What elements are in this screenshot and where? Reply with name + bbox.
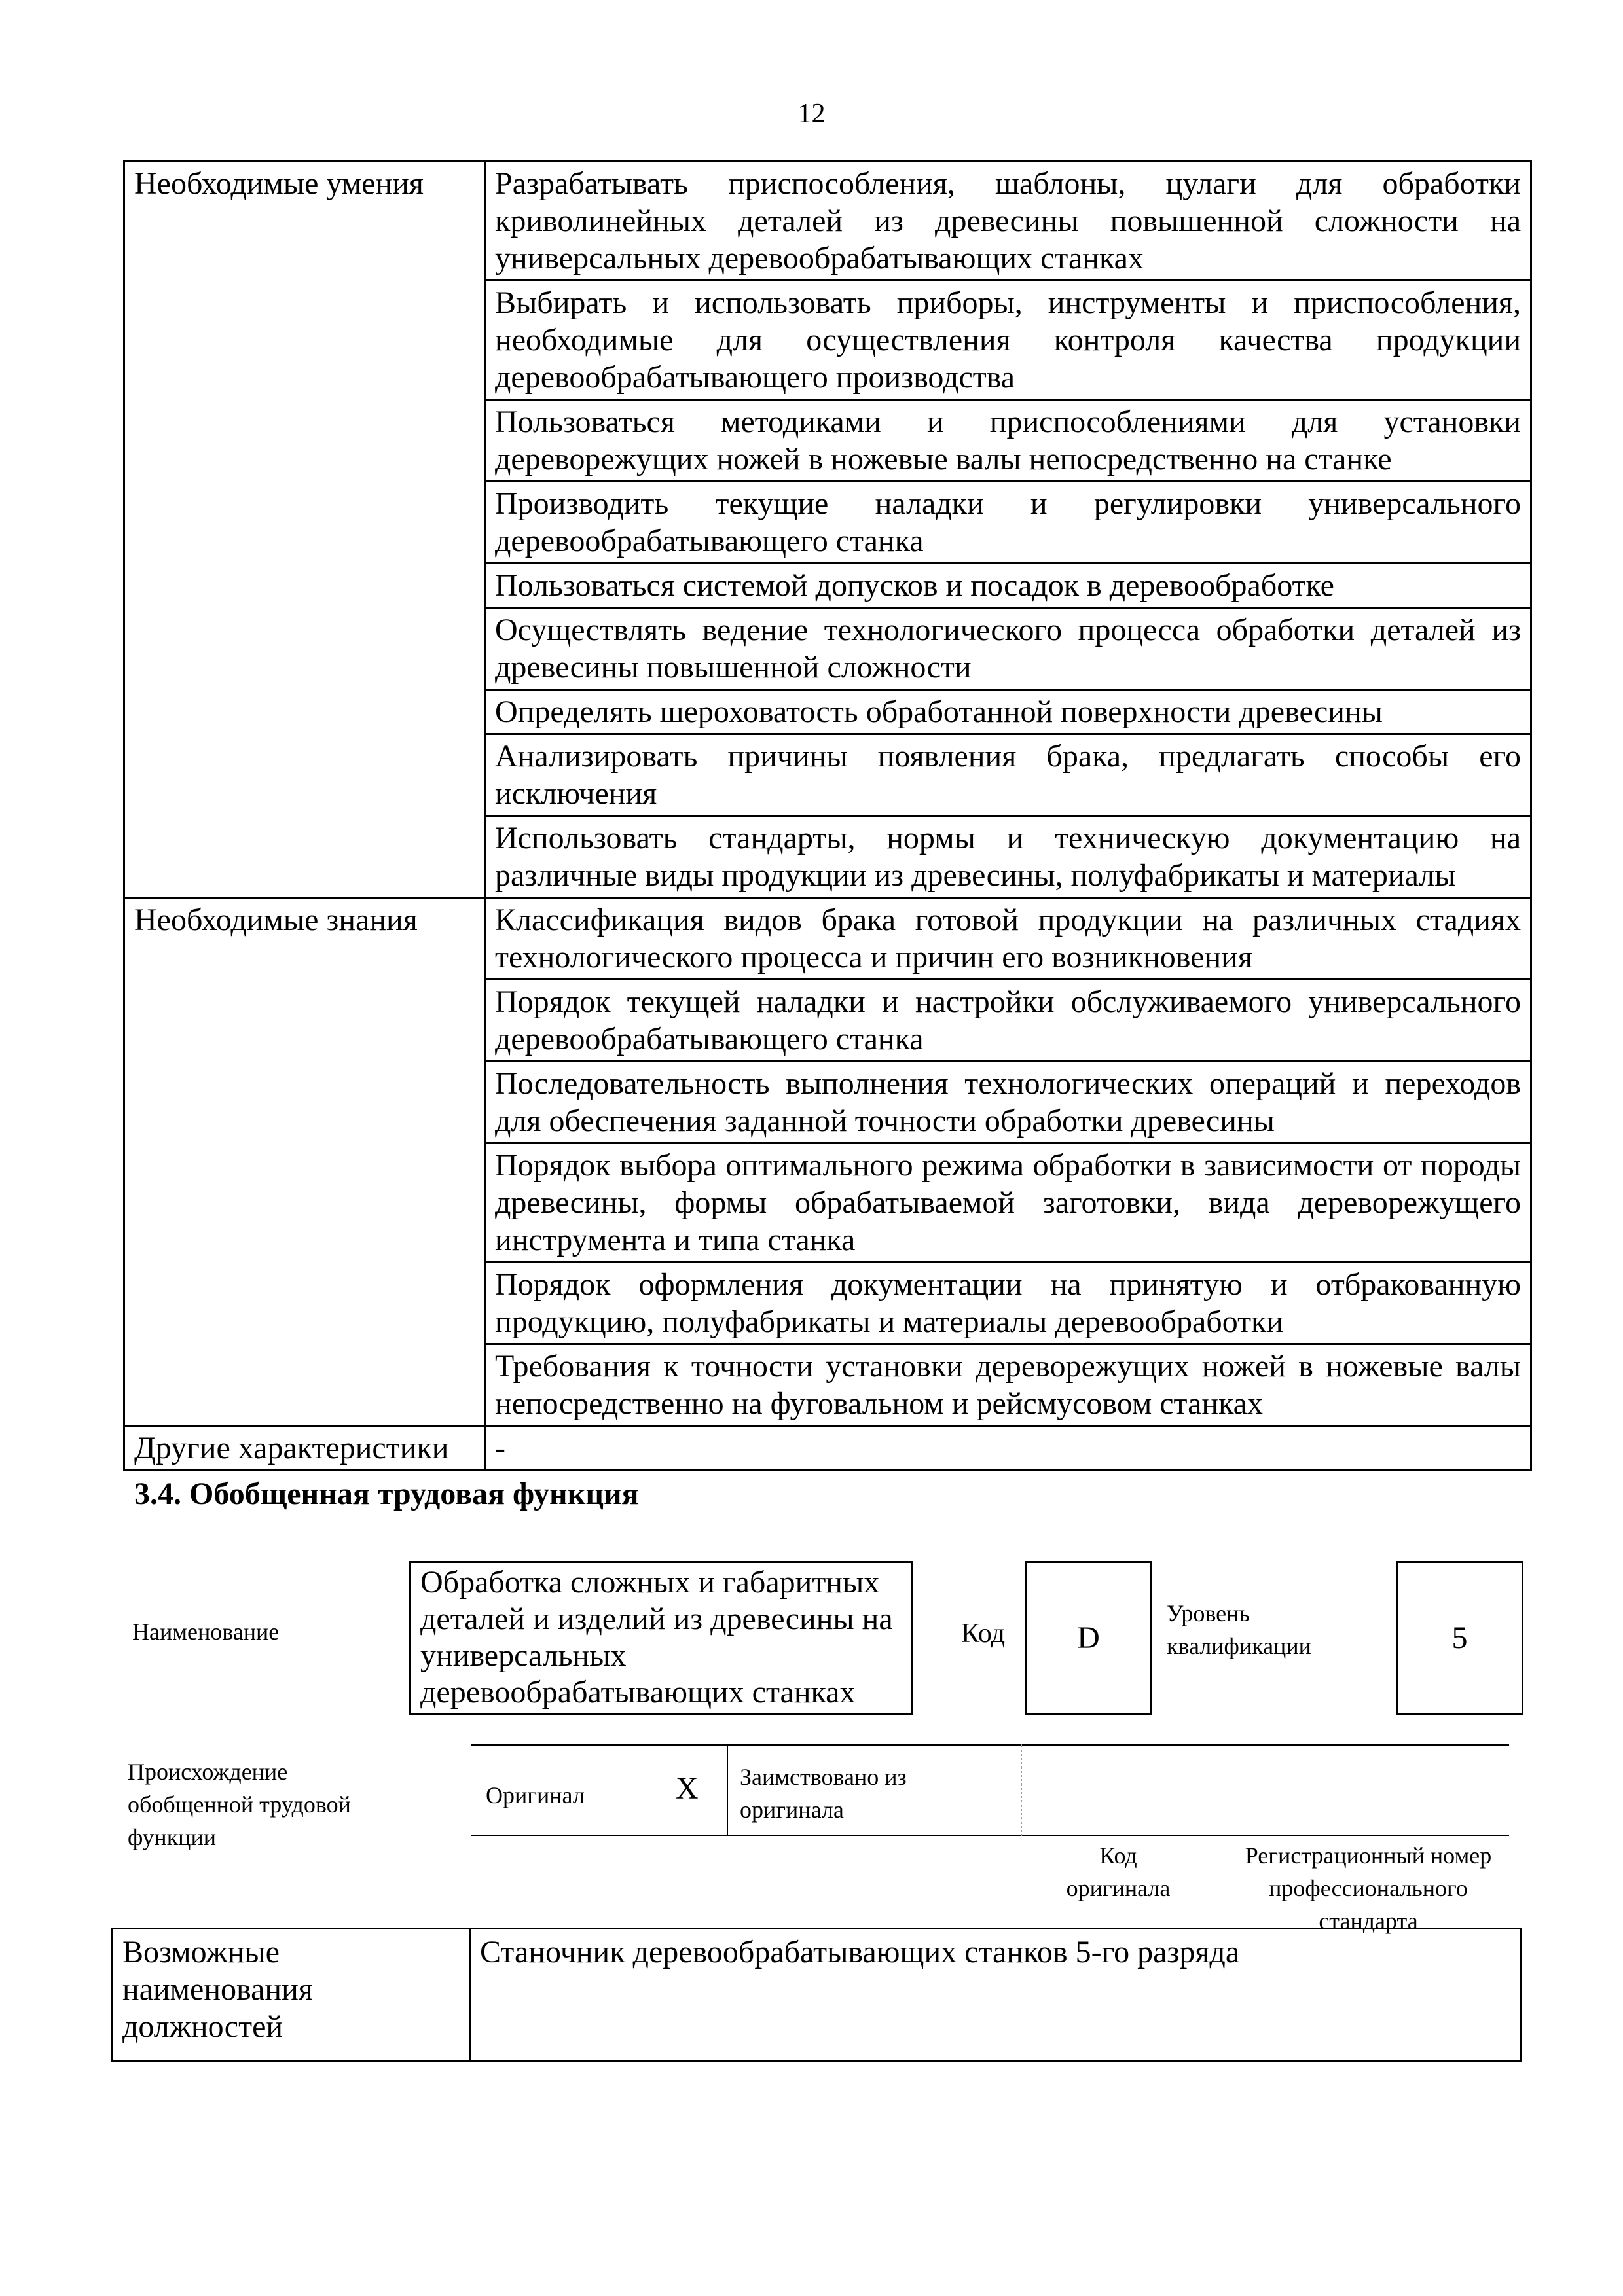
- requirements-table: [123, 160, 1532, 1471]
- origin-divider-2: [1021, 1744, 1022, 1836]
- code-label: Код: [961, 1619, 1006, 1649]
- knowledge-item: Порядок выбора оптимального режима обработки в зависимости от породы древесины, формы обрабатываемой заготовки, вида дереворежущего инструмента и типа станка: [485, 1143, 1531, 1263]
- origin-divider: [727, 1744, 728, 1836]
- skill-item: Выбирать и использовать приборы, инструменты и приспособления, необходимые для осуществления контроля качества продукции деревообрабатывающего производства: [485, 281, 1531, 400]
- knowledge-item: Классификация видов брака готовой продукции на различных стадиях технологического процесса и причин его возникновения: [485, 898, 1531, 980]
- reg-number-label: Регистрационный номер профессионального стандарта: [1245, 1842, 1492, 1934]
- origin-label: Происхождение обобщенной трудовой функции: [128, 1759, 351, 1850]
- skill-item: Пользоваться системой допусков и посадок в деревообработке: [485, 564, 1531, 608]
- level-value: 5: [1451, 1621, 1468, 1655]
- skill-item: Разрабатывать приспособления, шаблоны, цулаги для обработки криволинейных деталей из древесины повышенной сложности на универсальных деревообрабатывающих станках: [485, 162, 1531, 281]
- origin-mark: X: [676, 1771, 699, 1806]
- knowledge-label: Необходимые знания: [124, 898, 485, 1426]
- knowledge-item: Порядок текущей наладки и настройки обслуживаемого универсального деревообрабатывающего станка: [485, 980, 1531, 1062]
- skill-item: Анализировать причины появления брака, предлагать способы его исключения: [485, 734, 1531, 816]
- positions-label: Возможные наименования должностей: [113, 1929, 470, 2062]
- skill-item: Использовать стандарты, нормы и техническую документацию на различные виды продукции из древесины, полуфабрикаты и материалы: [485, 816, 1531, 898]
- other-label: Другие характеристики: [124, 1426, 485, 1471]
- origin-original: Оригинал: [486, 1782, 585, 1808]
- level-label: Уровень квалификации: [1167, 1600, 1311, 1659]
- skill-item: Пользоваться методиками и приспособлениями для установки дереворежущих ножей в ножевые валы непосредственно на станке: [485, 400, 1531, 482]
- skills-label: Необходимые умения: [124, 162, 485, 898]
- knowledge-item: Последовательность выполнения технологических операций и переходов для обеспечения заданной точности обработки древесины: [485, 1062, 1531, 1143]
- code-value-box: [1025, 1561, 1152, 1715]
- skill-item: Определять шероховатость обработанной поверхности древесины: [485, 690, 1531, 734]
- name-label: Наименование: [132, 1619, 280, 1645]
- code-original-label: Код оригинала: [1066, 1842, 1171, 1901]
- other-value: -: [485, 1426, 1531, 1471]
- positions-value: Станочник деревообрабатывающих станков 5-го разряда: [470, 1929, 1522, 2062]
- origin-borrowed: Заимствовано из оригинала: [740, 1764, 907, 1823]
- skill-item: Осуществлять ведение технологического процесса обработки деталей из древесины повышенной сложности: [485, 608, 1531, 690]
- section-heading: 3.4. Обобщенная трудовая функция: [134, 1477, 639, 1511]
- origin-box: [471, 1744, 1509, 1836]
- skill-item: Производить текущие наладки и регулировки универсального деревообрабатывающего станка: [485, 482, 1531, 564]
- level-value-box: [1396, 1561, 1523, 1715]
- page-number: 12: [797, 99, 826, 129]
- code-value: D: [1077, 1621, 1100, 1655]
- knowledge-item: Порядок оформления документации на принятую и отбракованную продукцию, полуфабрикаты и материалы деревообработки: [485, 1263, 1531, 1344]
- positions-table: [111, 1928, 1522, 2062]
- name-value: Обработка сложных и габаритных деталей и изделий из древесины на универсальных деревообрабатывающих станках: [409, 1561, 913, 1715]
- knowledge-item: Требования к точности установки дереворежущих ножей в ножевые валы непосредственно на фуговальном и рейсмусовом станках: [485, 1344, 1531, 1426]
